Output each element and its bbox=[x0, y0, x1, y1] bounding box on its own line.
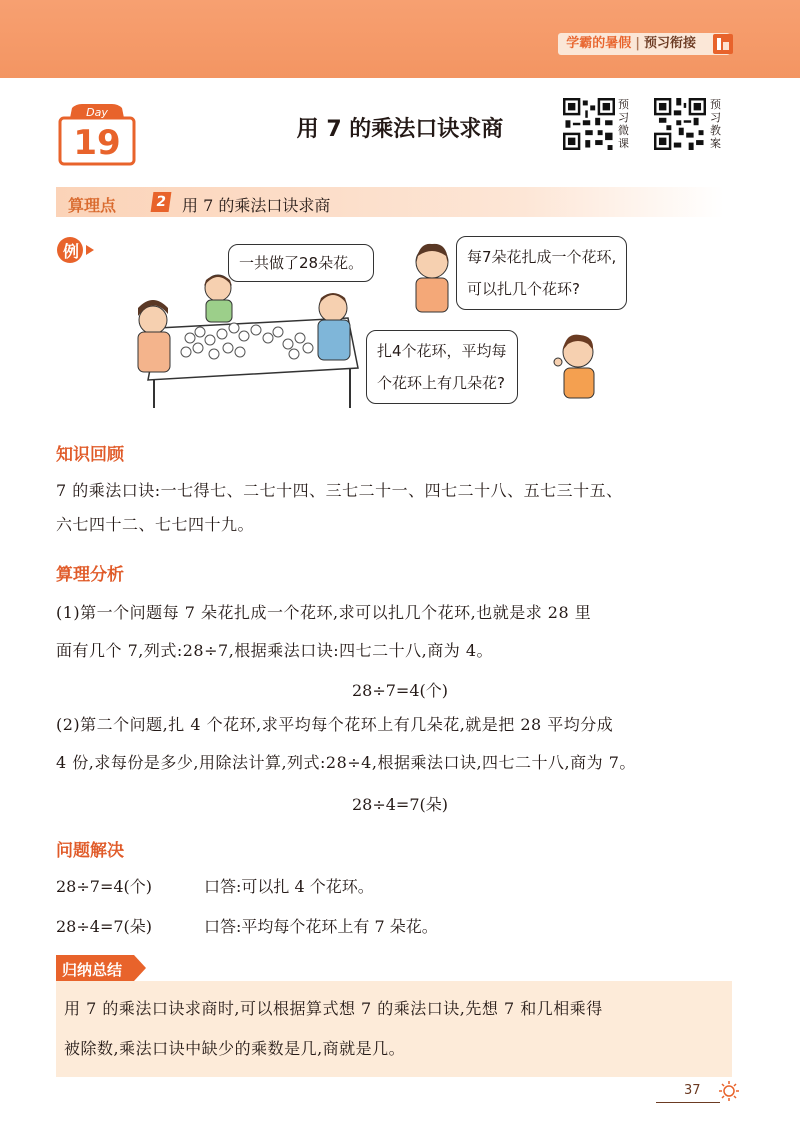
series-name: 学霸的暑假 bbox=[566, 36, 632, 51]
book-icon bbox=[712, 33, 734, 55]
text-line: 被除数,乘法口诀中缺少的乘数是几,商就是几。 bbox=[64, 1039, 406, 1058]
page-number-rule bbox=[656, 1102, 720, 1103]
summary-tag: 归纳总结 bbox=[62, 961, 123, 979]
speech-bubble-total bbox=[228, 244, 374, 282]
section-number: 2 bbox=[151, 192, 172, 212]
page-title: 用 7 的乘法口诀求商 bbox=[296, 117, 504, 142]
solution-answer-1: 口答:可以扎 4 个花环。 bbox=[204, 877, 374, 896]
section-title: 用 7 的乘法口诀求商 bbox=[182, 196, 331, 215]
analysis-heading: 算理分析 bbox=[56, 565, 124, 585]
solution-answer-2: 口答:平均每个花环上有 7 朵花。 bbox=[204, 917, 438, 936]
text-line: 用 7 的乘法口诀求商时,可以根据算式想 7 的乘法口诀,先想 7 和几相乘得 bbox=[64, 999, 603, 1018]
day-badge bbox=[58, 104, 136, 166]
series-label: 学霸的暑假 | 预习衔接 bbox=[558, 33, 730, 55]
qr-code-icon[interactable] bbox=[563, 98, 615, 150]
bubble-text: 一共做了28朵花。 bbox=[239, 254, 364, 272]
text-line: 7 的乘法口诀:一七得七、二七十四、三七二十一、四七二十八、五七三十五、 bbox=[56, 481, 623, 500]
bubble-text: 每7朵花扎成一个花环, bbox=[467, 248, 617, 266]
bubble-text: 扎4个花环，平均每 bbox=[377, 342, 507, 360]
solution-equation-2: 28÷4=7(朵) bbox=[56, 917, 153, 936]
day-number: 19 bbox=[73, 123, 121, 163]
girl-illustration bbox=[408, 240, 456, 314]
review-heading: 知识回顾 bbox=[56, 445, 124, 465]
summary-text bbox=[64, 989, 724, 1069]
qr-caption-preview-video: 预习微课 bbox=[618, 98, 629, 150]
bubble-text: 个花环上有几朵花? bbox=[377, 374, 505, 392]
formula-1: 28÷7=4(个) bbox=[351, 681, 449, 700]
qr-code-icon[interactable] bbox=[654, 98, 706, 150]
series-subtitle: 预习衔接 bbox=[643, 36, 696, 51]
text-line: 4 份,求每份是多少,用除法计算,列式:28÷4,根据乘法口诀,四七二十八,商为 7。 bbox=[56, 753, 636, 772]
analysis-paragraph-1 bbox=[56, 594, 736, 670]
example-label: 例 bbox=[62, 242, 79, 261]
solution-equation-1: 28÷7=4(个) bbox=[56, 877, 153, 896]
qr-caption-preview-plan: 预习教案 bbox=[710, 98, 721, 150]
bubble-text: 可以扎几个花环? bbox=[467, 280, 580, 298]
text-line: 六七四十二、七七四十九。 bbox=[56, 515, 255, 534]
text-line: (2)第二个问题,扎 4 个花环,求平均每个花环上有几朵花,就是把 28 平均分成 bbox=[56, 715, 614, 734]
text-line: 面有几个 7,列式:28÷7,根据乘法口诀:四七二十八,商为 4。 bbox=[56, 641, 494, 660]
section-key: 算理点 bbox=[68, 196, 117, 215]
text-line: (1)第一个问题每 7 朵花扎成一个花环,求可以扎几个花环,也就是求 28 里 bbox=[56, 603, 592, 622]
page-number: 37 bbox=[684, 1083, 701, 1098]
speech-bubble-question-1 bbox=[456, 236, 627, 310]
review-text bbox=[56, 474, 736, 542]
sun-icon bbox=[718, 1080, 740, 1102]
speech-bubble-question-2 bbox=[366, 330, 518, 404]
solution-heading: 问题解决 bbox=[56, 841, 124, 861]
day-label: Day bbox=[86, 106, 108, 119]
boy-illustration bbox=[552, 332, 602, 404]
analysis-paragraph-2 bbox=[56, 706, 736, 782]
formula-2: 28÷4=7(朵) bbox=[351, 795, 449, 814]
